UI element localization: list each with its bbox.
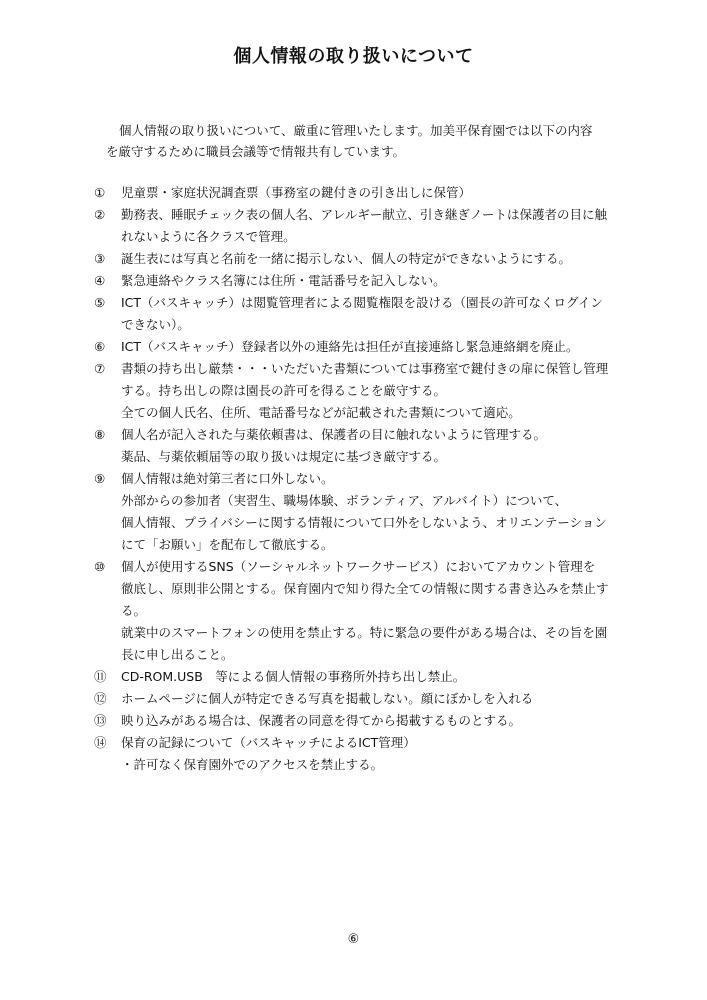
item-line: 個人情報、プライバシーに関する情報について口外をしないよう、オリエンテーション	[121, 515, 607, 530]
item-number: ⑨	[94, 471, 106, 486]
item-text	[121, 270, 634, 292]
item-number: ⑫	[94, 691, 107, 706]
item-line: ・許可なく保育園外でのアクセスを禁止する。	[121, 757, 384, 772]
item-line: 誕生表には写真と名前を一緒に掲示しない、個人の特定ができないようにする。	[121, 251, 572, 266]
item-number: ①	[94, 185, 106, 200]
item-text	[121, 336, 634, 358]
item-line: 勤務表、睡眠チェック表の個人名、アレルギー献立、引き継ぎノートは保護者の目に触	[121, 207, 607, 222]
item-line: れないように各クラスで管理。	[121, 229, 296, 244]
item-number: ⑥	[94, 339, 106, 354]
item-line: 徹底し、原則非公開とする。保育園内で知り得た全ての情報に関する書き込みを禁止す	[121, 581, 609, 596]
item-number: ③	[94, 251, 106, 266]
item-number: ⑦	[94, 361, 106, 376]
item-text	[121, 248, 634, 270]
list-item	[94, 688, 634, 710]
item-line: 児童票・家庭状況調査票（事務室の鍵付きの引き出しに保管）	[121, 185, 472, 200]
list-item	[94, 732, 634, 776]
item-number: ②	[94, 207, 106, 222]
item-number: ⑭	[94, 735, 107, 750]
list-item	[94, 204, 634, 248]
intro-paragraph	[106, 120, 636, 162]
page-number: ⑥	[347, 932, 360, 947]
item-line: ICT（バスキャッチ）登録者以外の連絡先は担任が直接連絡し緊急連絡網を廃止。	[121, 339, 579, 354]
item-line: できない）。	[121, 317, 190, 332]
item-line: ホームページに個人が特定できる写真を掲載しない。顔にぼかしを入れる	[121, 691, 534, 706]
item-text	[121, 666, 634, 688]
list-item	[94, 358, 634, 424]
item-line: 外部からの参加者（実習生、職場体験、ボランティア、アルバイト）について、	[121, 493, 568, 508]
list-item	[94, 336, 634, 358]
list-item	[94, 556, 634, 666]
item-line: ICT（バスキャッチ）は閲覧管理者による閲覧権限を設ける（園長の許可なくログイン	[121, 295, 603, 310]
item-text	[121, 556, 634, 666]
item-line: 保育の記録について（バスキャッチによるICT管理）	[121, 735, 416, 750]
item-number: ⑬	[94, 713, 107, 728]
item-text	[121, 710, 634, 732]
list-item	[94, 292, 634, 336]
list-item	[94, 468, 634, 556]
item-text	[121, 182, 634, 204]
item-number: ⑧	[94, 427, 106, 442]
item-line: 長に申し出ること。	[121, 647, 234, 662]
item-line: する。持ち出しの際は園長の許可を得ることを厳守する。	[121, 383, 447, 398]
item-text	[121, 468, 634, 556]
list-item	[94, 182, 634, 204]
item-line: 緊急連絡やクラス名簿には住所・電話番号を記入しない。	[121, 273, 446, 288]
item-text	[121, 292, 634, 336]
list-item	[94, 270, 634, 292]
item-text	[121, 358, 634, 424]
item-text	[121, 688, 634, 710]
page-title: 個人情報の取り扱いについて	[233, 46, 474, 67]
item-text	[121, 732, 634, 776]
item-line: 個人が使用するSNS（ソーシャルネットワークサービス）においてアカウント管理を	[121, 559, 596, 574]
item-number: ④	[94, 273, 106, 288]
item-line: 薬品、与薬依頼届等の取り扱いは規定に基づき厳守する。	[121, 449, 447, 464]
item-text	[121, 424, 634, 468]
item-line: CD-ROM.USB 等による個人情報の事務所外持ち出し禁止。	[121, 669, 466, 684]
item-line: る。	[121, 603, 147, 618]
item-number: ⑩	[94, 559, 106, 574]
item-line: 全ての個人氏名、住所、電話番号などが記載された書類について適応。	[121, 405, 521, 420]
item-line: 書類の持ち出し厳禁・・・いただいた書類については事務室で鍵付きの扉に保管し管理	[121, 361, 609, 376]
item-line: にて「お願い」を配布して徹底する。	[121, 537, 334, 552]
list-item	[94, 710, 634, 732]
item-line: 個人情報は絶対第三者に口外しない。	[121, 471, 334, 486]
list-item	[94, 666, 634, 688]
item-line: 就業中のスマートフォンの使用を禁止する。特に緊急の要件がある場合は、その旨を園	[121, 625, 608, 640]
item-number: ⑤	[94, 295, 106, 310]
intro-line: 個人情報の取り扱いについて、厳重に管理いたします。加美平保育園では以下の内容	[119, 123, 593, 138]
list-item	[94, 248, 634, 270]
list-item	[94, 424, 634, 468]
item-line: 個人名が記入された与薬依頼書は、保護者の目に触れないように管理する。	[121, 427, 547, 442]
intro-line: を厳守するために職員会議等で情報共有しています。	[106, 144, 406, 159]
item-line: 映り込みがある場合は、保護者の同意を得てから掲載するものとする。	[121, 713, 522, 728]
rules-list	[94, 182, 634, 776]
item-text	[121, 204, 634, 248]
item-number: ⑪	[94, 669, 107, 684]
